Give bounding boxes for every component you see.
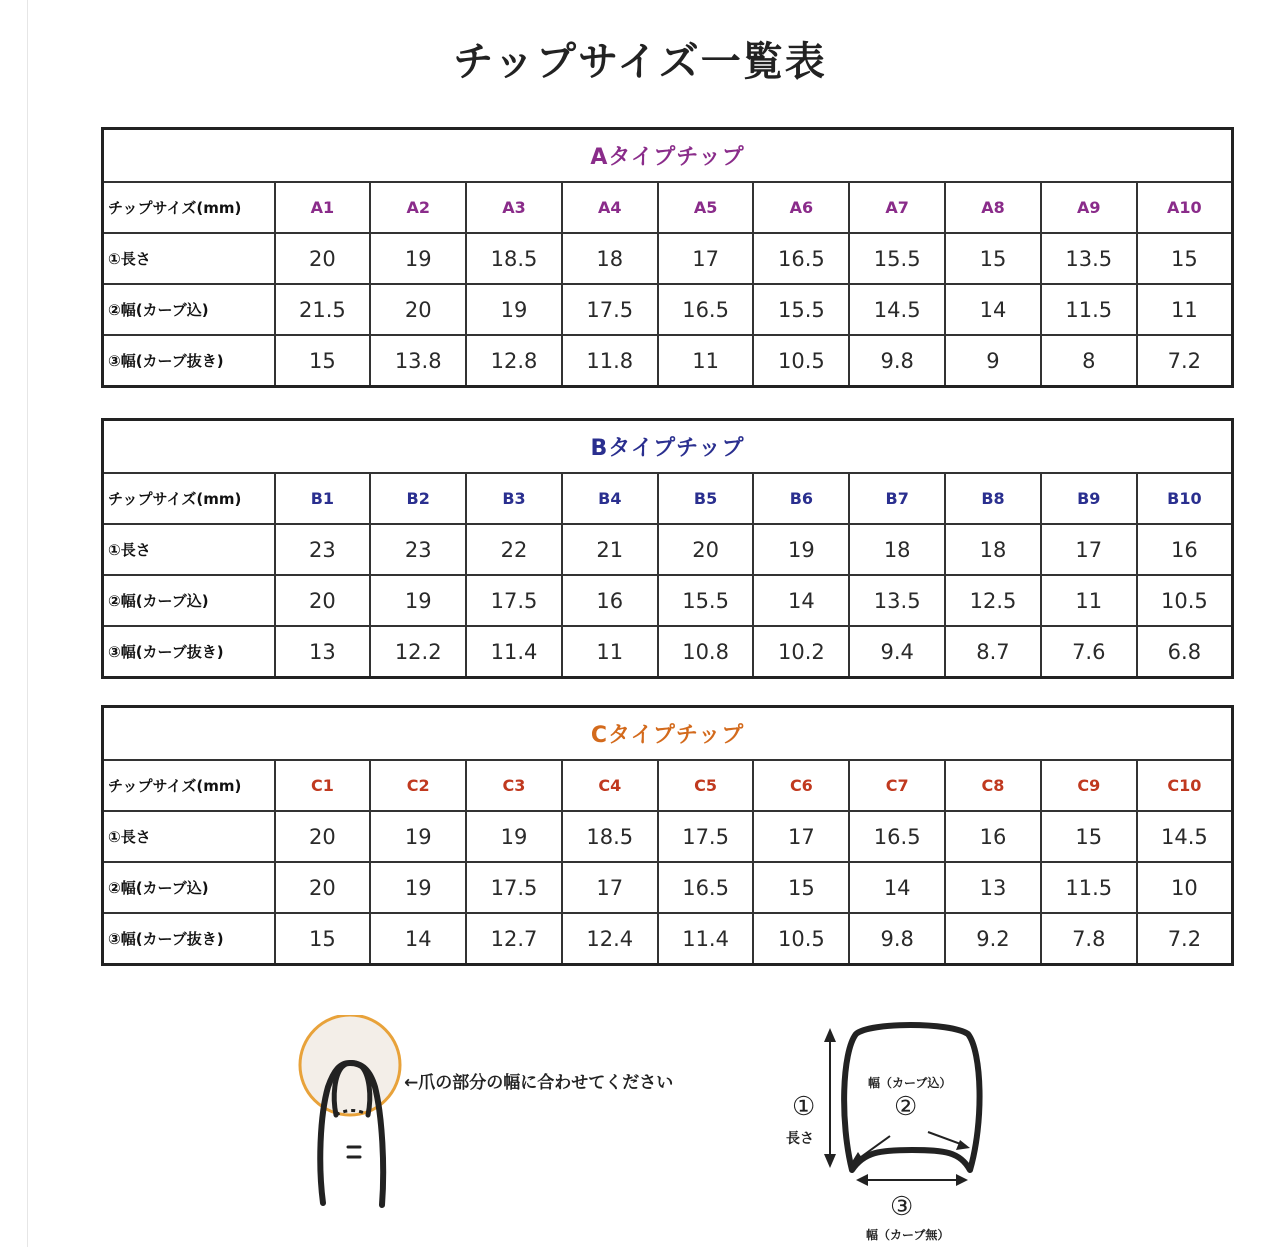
size-code-cell: A2 — [370, 182, 466, 233]
size-code-cell: A5 — [658, 182, 754, 233]
row-label-width-flat: ③幅(カーブ抜き) — [103, 913, 275, 965]
table-row-size — [103, 473, 1233, 524]
size-code-cell: B8 — [945, 473, 1041, 524]
curve-arrow-head-right — [956, 1140, 970, 1150]
row-label-length: ①長さ — [103, 524, 275, 575]
value-cell: 19 — [370, 811, 466, 862]
flat-width-label: 幅（カーブ無） — [866, 1228, 950, 1242]
value-cell: 17.5 — [466, 862, 562, 913]
value-cell: 22 — [466, 524, 562, 575]
table-row-width-curve — [103, 284, 1233, 335]
value-cell: 6.8 — [1137, 626, 1233, 678]
row-label-width-flat: ③幅(カーブ抜き) — [103, 626, 275, 678]
value-cell: 12.4 — [562, 913, 658, 965]
length-arrow-head-down — [824, 1154, 836, 1168]
value-cell: 17 — [1041, 524, 1137, 575]
value-cell: 19 — [370, 233, 466, 284]
size-code-cell: C9 — [1041, 760, 1137, 811]
value-cell: 14.5 — [849, 284, 945, 335]
size-code-cell: A3 — [466, 182, 562, 233]
length-mark: ① — [792, 1092, 816, 1122]
value-cell: 11 — [562, 626, 658, 678]
row-label-size: チップサイズ(mm) — [103, 473, 275, 524]
value-cell: 16 — [945, 811, 1041, 862]
value-cell: 13 — [275, 626, 371, 678]
size-code-cell: B1 — [275, 473, 371, 524]
size-code-cell: C7 — [849, 760, 945, 811]
length-label: 長さ — [786, 1131, 814, 1147]
value-cell: 7.2 — [1137, 335, 1233, 387]
table-row-length — [103, 233, 1233, 284]
length-arrow-head-up — [824, 1028, 836, 1042]
value-cell: 16.5 — [658, 284, 754, 335]
table-caption-b: Bタイプチップ — [103, 420, 1233, 474]
value-cell: 9 — [945, 335, 1041, 387]
size-code-cell: B2 — [370, 473, 466, 524]
value-cell: 16 — [1137, 524, 1233, 575]
value-cell: 16.5 — [753, 233, 849, 284]
value-cell: 13.5 — [849, 575, 945, 626]
value-cell: 15 — [945, 233, 1041, 284]
size-code-cell: C6 — [753, 760, 849, 811]
value-cell: 15 — [275, 913, 371, 965]
row-label-length: ①長さ — [103, 233, 275, 284]
row-label-width-curve: ②幅(カーブ込) — [103, 575, 275, 626]
flat-width-mark: ③ — [890, 1192, 914, 1222]
value-cell: 11.4 — [658, 913, 754, 965]
value-cell: 10.5 — [753, 913, 849, 965]
size-table-c — [101, 705, 1234, 966]
value-cell: 16 — [562, 575, 658, 626]
value-cell: 9.8 — [849, 335, 945, 387]
row-label-width-flat: ③幅(カーブ抜き) — [103, 335, 275, 387]
value-cell: 18.5 — [562, 811, 658, 862]
finger-note: ←爪の部分の幅に合わせてください — [404, 1073, 674, 1093]
value-cell: 10.5 — [753, 335, 849, 387]
size-code-cell: A9 — [1041, 182, 1137, 233]
value-cell: 15.5 — [753, 284, 849, 335]
size-code-cell: C10 — [1137, 760, 1233, 811]
value-cell: 17.5 — [466, 575, 562, 626]
value-cell: 7.8 — [1041, 913, 1137, 965]
value-cell: 10.2 — [753, 626, 849, 678]
value-cell: 11 — [658, 335, 754, 387]
value-cell: 20 — [275, 575, 371, 626]
size-code-cell: C2 — [370, 760, 466, 811]
table-caption-a: Aタイプチップ — [103, 129, 1233, 183]
size-code-cell: B6 — [753, 473, 849, 524]
table-row-width-curve — [103, 862, 1233, 913]
size-code-cell: B10 — [1137, 473, 1233, 524]
value-cell: 15 — [275, 335, 371, 387]
row-label-size: チップサイズ(mm) — [103, 182, 275, 233]
value-cell: 18.5 — [466, 233, 562, 284]
value-cell: 21 — [562, 524, 658, 575]
size-table-a — [101, 127, 1234, 388]
size-code-cell: C8 — [945, 760, 1041, 811]
row-label-width-curve: ②幅(カーブ込) — [103, 862, 275, 913]
table-row-width-flat — [103, 335, 1233, 387]
value-cell: 12.5 — [945, 575, 1041, 626]
curve-width-label: 幅（カーブ込） — [868, 1076, 952, 1090]
value-cell: 13.8 — [370, 335, 466, 387]
value-cell: 10.5 — [1137, 575, 1233, 626]
value-cell: 12.7 — [466, 913, 562, 965]
value-cell: 9.2 — [945, 913, 1041, 965]
size-code-cell: C5 — [658, 760, 754, 811]
value-cell: 19 — [370, 575, 466, 626]
value-cell: 12.2 — [370, 626, 466, 678]
value-cell: 9.4 — [849, 626, 945, 678]
value-cell: 17.5 — [658, 811, 754, 862]
row-label-size: チップサイズ(mm) — [103, 760, 275, 811]
value-cell: 23 — [275, 524, 371, 575]
value-cell: 15 — [753, 862, 849, 913]
curve-width-mark: ② — [894, 1092, 918, 1122]
value-cell: 20 — [275, 862, 371, 913]
table-row-length — [103, 524, 1233, 575]
size-code-cell: A10 — [1137, 182, 1233, 233]
value-cell: 19 — [466, 811, 562, 862]
value-cell: 16.5 — [658, 862, 754, 913]
value-cell: 11.4 — [466, 626, 562, 678]
value-cell: 20 — [275, 811, 371, 862]
size-code-cell: A1 — [275, 182, 371, 233]
value-cell: 14.5 — [1137, 811, 1233, 862]
value-cell: 23 — [370, 524, 466, 575]
finger-illustration — [290, 1015, 635, 1215]
table-row-length — [103, 811, 1233, 862]
value-cell: 8.7 — [945, 626, 1041, 678]
value-cell: 14 — [849, 862, 945, 913]
table-row-width-flat — [103, 913, 1233, 965]
value-cell: 17 — [562, 862, 658, 913]
table-caption-c: Cタイプチップ — [103, 707, 1233, 761]
size-code-cell: A7 — [849, 182, 945, 233]
page-left-rule — [27, 0, 28, 1247]
value-cell: 15 — [1137, 233, 1233, 284]
size-code-cell: C1 — [275, 760, 371, 811]
value-cell: 11 — [1041, 575, 1137, 626]
table-row-size — [103, 182, 1233, 233]
flat-arrow-head-right — [956, 1174, 968, 1186]
row-label-length: ①長さ — [103, 811, 275, 862]
value-cell: 7.6 — [1041, 626, 1137, 678]
value-cell: 15.5 — [658, 575, 754, 626]
value-cell: 11.8 — [562, 335, 658, 387]
flat-arrow-head-left — [856, 1174, 868, 1186]
value-cell: 11.5 — [1041, 284, 1137, 335]
value-cell: 18 — [562, 233, 658, 284]
row-label-width-curve: ②幅(カーブ込) — [103, 284, 275, 335]
value-cell: 19 — [753, 524, 849, 575]
value-cell: 12.8 — [466, 335, 562, 387]
value-cell: 17 — [753, 811, 849, 862]
size-code-cell: B4 — [562, 473, 658, 524]
value-cell: 18 — [945, 524, 1041, 575]
value-cell: 10.8 — [658, 626, 754, 678]
size-code-cell: A6 — [753, 182, 849, 233]
value-cell: 10 — [1137, 862, 1233, 913]
value-cell: 14 — [753, 575, 849, 626]
value-cell: 17 — [658, 233, 754, 284]
value-cell: 9.8 — [849, 913, 945, 965]
value-cell: 15 — [1041, 811, 1137, 862]
table-row-size — [103, 760, 1233, 811]
value-cell: 7.2 — [1137, 913, 1233, 965]
value-cell: 20 — [370, 284, 466, 335]
table-row-width-flat — [103, 626, 1233, 678]
size-code-cell: C3 — [466, 760, 562, 811]
size-code-cell: A4 — [562, 182, 658, 233]
value-cell: 8 — [1041, 335, 1137, 387]
size-code-cell: C4 — [562, 760, 658, 811]
size-table-b — [101, 418, 1234, 679]
value-cell: 19 — [370, 862, 466, 913]
size-code-cell: B7 — [849, 473, 945, 524]
size-code-cell: B9 — [1041, 473, 1137, 524]
value-cell: 18 — [849, 524, 945, 575]
knuckle-lines — [348, 1147, 360, 1157]
value-cell: 20 — [275, 233, 371, 284]
value-cell: 20 — [658, 524, 754, 575]
value-cell: 13 — [945, 862, 1041, 913]
value-cell: 16.5 — [849, 811, 945, 862]
value-cell: 21.5 — [275, 284, 371, 335]
size-code-cell: B3 — [466, 473, 562, 524]
size-code-cell: B5 — [658, 473, 754, 524]
value-cell: 15.5 — [849, 233, 945, 284]
value-cell: 14 — [370, 913, 466, 965]
value-cell: 17.5 — [562, 284, 658, 335]
table-row-width-curve — [103, 575, 1233, 626]
value-cell: 14 — [945, 284, 1041, 335]
size-code-cell: A8 — [945, 182, 1041, 233]
page-title: チップサイズ一覧表 — [453, 38, 827, 85]
value-cell: 11 — [1137, 284, 1233, 335]
value-cell: 13.5 — [1041, 233, 1137, 284]
value-cell: 19 — [466, 284, 562, 335]
value-cell: 11.5 — [1041, 862, 1137, 913]
